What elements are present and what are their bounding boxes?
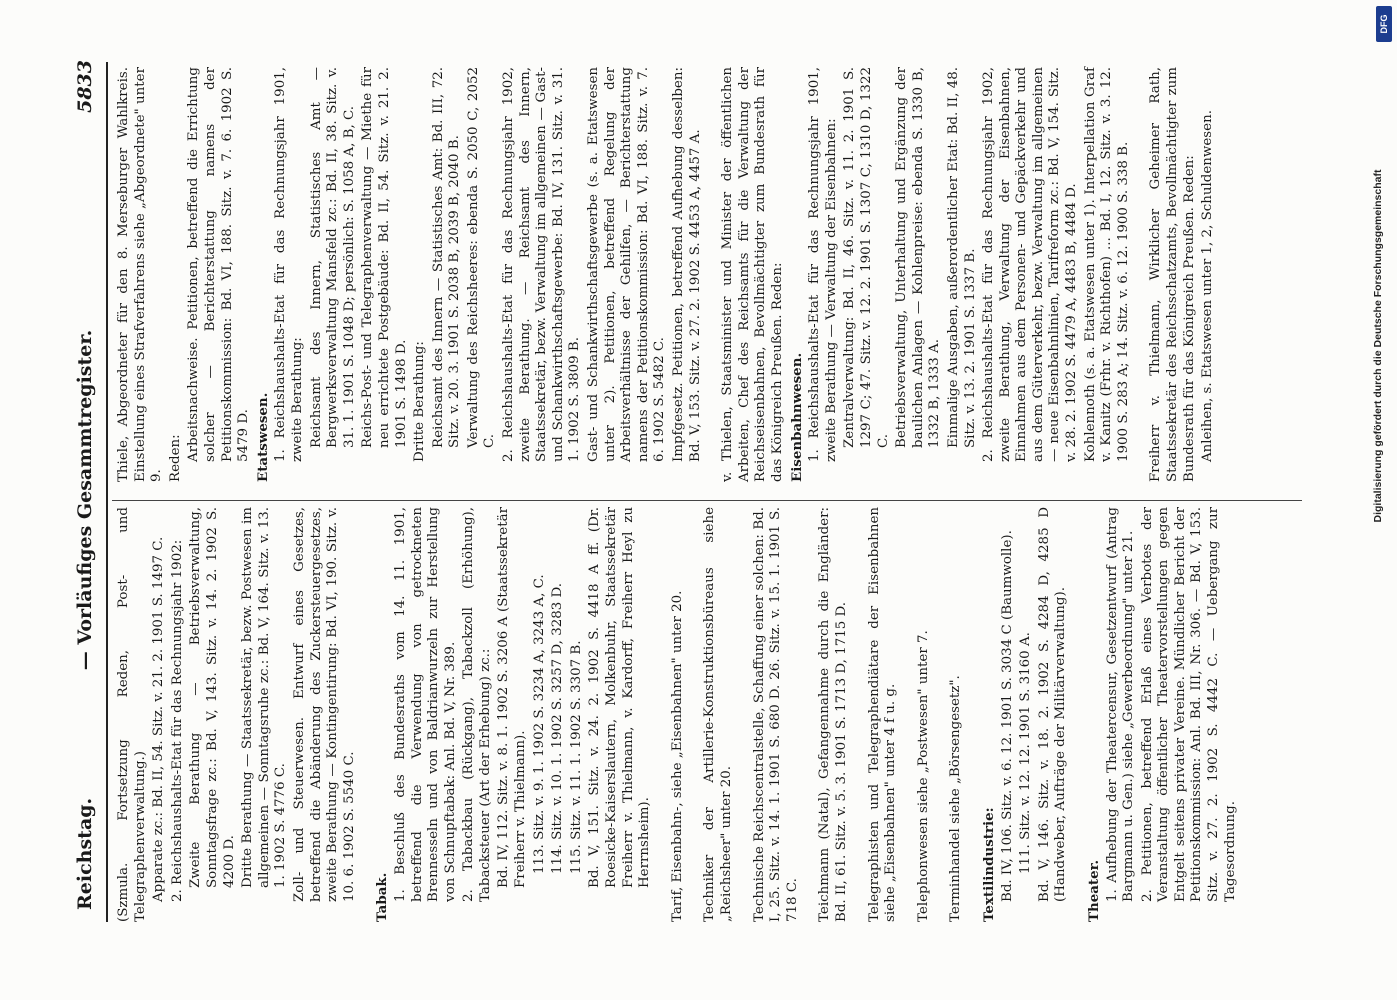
side-margin [1360, 0, 1397, 1000]
register-entry: Zweite Berathung — Betriebsverwaltung, Sonntagsfrage zc.: Bd. V, 143. Sitz. v. 14. 2. 1902 S. 4200 D. [188, 507, 237, 888]
column-divider [112, 500, 1302, 501]
register-entry: Bd. IV, 112. Sitz. v. 8. 1. 1902 S. 3206 A (Staatssekretär Freiherr v. Thielmann). [496, 507, 529, 888]
entry-gap [902, 507, 916, 922]
header-rule [106, 62, 108, 922]
register-entry: Tarif, Eisenbahn-, siehe „Eisenbahnen" unter 20. [669, 590, 685, 922]
register-entry: Thiele, Abgeordneter für den 8. Merseburger Wahlkreis. Einstellung eines Strafverfahrens siehe „Abgeordnete" unter 9. [116, 67, 165, 482]
register-entry: Gast- und Schankwirthschaftsgewerbe (s. a. Etatswesen unter 2). Petitionen, betreffend Regelung der Arbeitsverhältnisse der Gehilfen, — Berichterstattung namens der Petitionskommission: Bd. VI, 188. Sitz. v. 7. 6. 1902 S. 5482 C. [586, 67, 668, 462]
register-entry: Bd. IV, 106. Sitz. v. 6. 12. 1901 S. 3034 C (Baumwolle). [999, 530, 1015, 902]
register-entry: 113. Sitz. v. 9. 1. 1902 S. 3234 A, 3243 A, C. [531, 574, 547, 874]
register-entry: Tabak. [374, 872, 391, 922]
register-entry: 2. Reichshaushalts-Etat für das Rechnungsjahr 1902, zweite Berathung. — Reichsamt des Innern, Staatssekretär, bezw. Verwaltung im allgemeinen — Gast- und Schankwirthschaftsgewerbe: Bd. IV, 131. Sitz. v. 31. 1. 1902 S. 3809 B. [501, 67, 583, 462]
entry-gap [360, 507, 374, 922]
register-entry: Betriebsverwaltung, Unterhaltung und Ergänzung der baulichen Anlagen — Kohlenpreise: ebenda S. 1330 B, 1332 B, 1333 A. [894, 67, 943, 448]
register-entry: Einmalige Ausgaben, außerordentlicher Etat: Bd. II, 48. Sitz. v. 13. 2. 1901 S. 1337 B. [945, 67, 978, 448]
register-entry: Telephonwesen siehe „Postwesen" unter 7. [915, 630, 931, 922]
register-entry: Eisenbahnwesen. [788, 352, 805, 482]
register-entry: 1. Reichshaushalts-Etat für das Rechnungsjahr 1901, zweite Berathung — Verwaltung der Eisenbahnen: [807, 67, 839, 462]
register-entry: Textilindustrie: [980, 807, 997, 922]
register-entry: 2. Reichshaushalts-Etat für das Rechnungsjahr 1902, zweite Berathung, Verwaltung der Eisenbahnen, Einnahmen aus dem Personen- und Gepäckverkehr und aus dem Güterverkehr, bezw. Verwaltung im allgemeinen — neue Eisenbahnlinien, Tarifreform zc.: Bd. V, 154. Sitz. v. 28. 2. 1902 S. 4479 A, 4483 B, 4484 D. [981, 67, 1080, 462]
entry-gap [967, 507, 981, 922]
register-entry: Reichsamt des Innern, Statistisches Amt — Bergwerksverwaltung Mansfeld zc.: Bd. II, 38. Sitz. v. 31. 1. 1901 S. 1048 D; persönlich: S. 1058 A, B, C. [308, 67, 357, 448]
register-entry: 114. Sitz. v. 10. 1. 1902 S. 3257 D, 3283 D. [550, 582, 566, 874]
entry-gap [853, 507, 867, 922]
rotated-register-page [68, 50, 1328, 950]
register-entry: Techniker der Artillerie-Konstruktionsbüreaus siehe „Reichsheer" unter 20. [702, 507, 734, 922]
entry-gap [688, 507, 702, 922]
right-column [116, 67, 1219, 482]
register-entry: Reichs-Post- und Telegraphenverwaltung — Miethe für neu errichtete Postgebäude: Bd. II, 54. Sitz. v. 21. 2. 1901 S. 1498 D. [360, 67, 409, 448]
register-entry: 1. Aufhebung der Theatercensur, Gesetzentwurf (Antrag Bargmann u. Gen.) siehe „Gewerbeordnung" unter 21. [1104, 507, 1137, 902]
entry-gap [1072, 507, 1086, 922]
register-entry: Dritte Berathung: [412, 341, 428, 462]
header-left: Reichstag. [74, 797, 96, 910]
register-entry: 2. Reichshaushalts-Etat für das Rechnungsjahr 1902: [169, 539, 185, 902]
register-entry: Bd. V, 146. Sitz. v. 18. 2. 1902 S. 4284 D, 4285 D (Handweber, Aufträge der Militärverwaltung). [1036, 507, 1069, 902]
header-title: — Vorläufiges Gesammtregister. [74, 329, 96, 671]
running-header [68, 50, 102, 950]
entry-gap [934, 507, 948, 922]
register-entry: Etatswesen. [254, 392, 271, 482]
register-entry: 1. Beschluß des Bundesraths vom 14. 11. 1901, betreffend die Verwendung von getrockneten Brennesseln und von Baldrianwurzeln zur Herstellung von Schnupftabak: Anl. Bd. V, Nr. 389. [392, 507, 458, 902]
register-entry: Reden: [167, 434, 183, 482]
register-entry: Theater. [1085, 859, 1102, 922]
register-entry: Dritte Berathung — Staatssekretär, bezw. Postwesen im allgemeinen — Sonntagsruhe zc.: Bd. V, 164. Sitz. v. 13. 1. 1902 S. 4776 C. [240, 507, 289, 888]
dfg-logo [1376, 6, 1392, 42]
left-column [116, 507, 1241, 922]
register-entry: 2. Petitionen, betreffend Erlaß eines Verbotes der Veranstaltung öffentlicher Theatervorstellungen gegen Entgelt seitens privater Vereine. Mündlicher Bericht der Petitionskommission: Anl. Bd. III, Nr. 306. — Bd. V, 153. Sitz. v. 27. 2. 1902 S. 4442 C. — Uebergang zur Tagesordnung. [1139, 507, 1238, 902]
register-entry: (Szmula. Fortsetzung Reden, Post- und Telegraphenverwaltung.) [116, 507, 148, 922]
register-entry: 115. Sitz. v. 11. 1. 1902 S. 3307 B. [568, 640, 584, 874]
register-entry: Bd. V, 151. Sitz. v. 24. 2. 1902 S. 4418 A ff. (Dr. Roesicke-Kaiserslautern, Molkenbuhr, Staatssekretär Freiherr v. Thielmann, v. Kardorff, Freiherr Heyl zu Herrnsheim). [587, 507, 653, 888]
register-entry: 1. Reichshaushalts-Etat für das Rechnungsjahr 1901, zweite Berathung: [273, 67, 305, 462]
dfg-logo-text: DFG [1379, 14, 1389, 34]
entry-gap [803, 507, 817, 922]
register-entry: Anleihen, s. Etatswesen unter 1, 2, Schuldenwesen. [1200, 110, 1216, 462]
funding-credit: Digitalisierung gefördert durch die Deutsche Forschungsgemeinschaft [1372, 169, 1384, 523]
register-entry: v. Thielen, Staatsminister und Minister der öffentlichen Arbeiten, Chef des Reichsamts für die Verwaltung der Reichseisenbahnen, Bevollmächtigter zum Bundesrath für das Königreich Preußen. Reden: [720, 67, 785, 482]
register-entry: Reichsamt des Innern — Statistisches Amt: Bd. III, 72. Sitz. v. 20. 3. 1901 S. 2038 B, 2039 B, 2040 B. [430, 67, 463, 448]
register-entry: Terminhandel siehe „Börsengesetz". [948, 675, 964, 922]
register-entry: Zentralverwaltung: Bd. II, 46. Sitz. v. 11. 2. 1901 S. 1297 C; 47. Sitz. v. 12. 2. 1901 S. 1307 C, 1310 D, 1322 C. [842, 67, 891, 448]
register-entry: Kohlennoth (s. a. Etatswesen unter 1). Interpellation Graf v. Kanitz (Frhr. v. Richthofen) ... Bd. I, 12. Sitz. v. 3. 12. 1900 S. 283 A; 14. Sitz. v. 6. 12. 1900 S. 338 B. [1082, 67, 1131, 462]
register-entry: 111. Sitz. v. 12. 12. 1901 S. 3160 A. [1018, 632, 1034, 874]
entry-gap [738, 507, 752, 922]
register-entry: Verwaltung des Reichsheeres: ebenda S. 2050 C, 2052 C. [465, 67, 498, 448]
register-entry: 2. Tabackbau (Rückgang), Tabackzoll (Erhöhung), Tabacksteuer (Art der Erhebung) zc.: [461, 507, 493, 902]
entry-gap [1134, 67, 1148, 482]
register-entry: Apparate zc.: Bd. II, 54. Sitz. v. 21. 2. 1901 S. 1497 C. [151, 536, 167, 902]
register-entry: Telegraphisten und Telegraphendiätare der Eisenbahnen siehe „Eisenbahnen" unter 4 f u. g. [866, 507, 899, 922]
register-entry: Teichmann (Natal), Gefangennahme durch die Engländer: Bd. II, 61. Sitz. v. 5. 3. 1901 S. 1713 D, 1715 D. [817, 507, 849, 922]
register-entry: Freiherr v. Thielmann, Wirklicher Geheimer Rath, Staatssekretär des Reichsschatzamts, Bevollmächtigter zum Bundesrath für das Königreich Preußen. Reden: [1148, 67, 1197, 482]
register-entry: Zoll- und Steuerwesen. Entwurf eines Gesetzes, betreffend die Abänderung des Zuckersteuergesetzes, zweite Berathung — Kontingentirung: Bd. VI, 190. Sitz. v. 10. 6. 1902 S. 5540 C. [291, 507, 357, 902]
entry-gap [656, 507, 670, 922]
page-number: 5833 [74, 60, 96, 113]
register-entry: Arbeitsnachweise. Petitionen, betreffend die Errichtung solcher — Berichterstattung namens der Petitionskommission: Bd. VI, 188. Sitz. v. 7. 6. 1902 S. 5479 D. [186, 67, 252, 462]
register-entry: Technische Reichscentralstelle, Schaffung einer solchen: Bd. I, 25. Sitz. v. 14. 1. 1901 S. 680 D. 26. Sitz. v. 15. 1. 1901 S. 718 C. [751, 507, 800, 922]
register-entry: Impfgesetz. Petitionen, betreffend Aufhebung desselben: Bd. V, 153. Sitz. v. 27. 2. 1902 S. 4453 A, 4457 A. [671, 67, 703, 462]
entry-gap [706, 67, 720, 482]
